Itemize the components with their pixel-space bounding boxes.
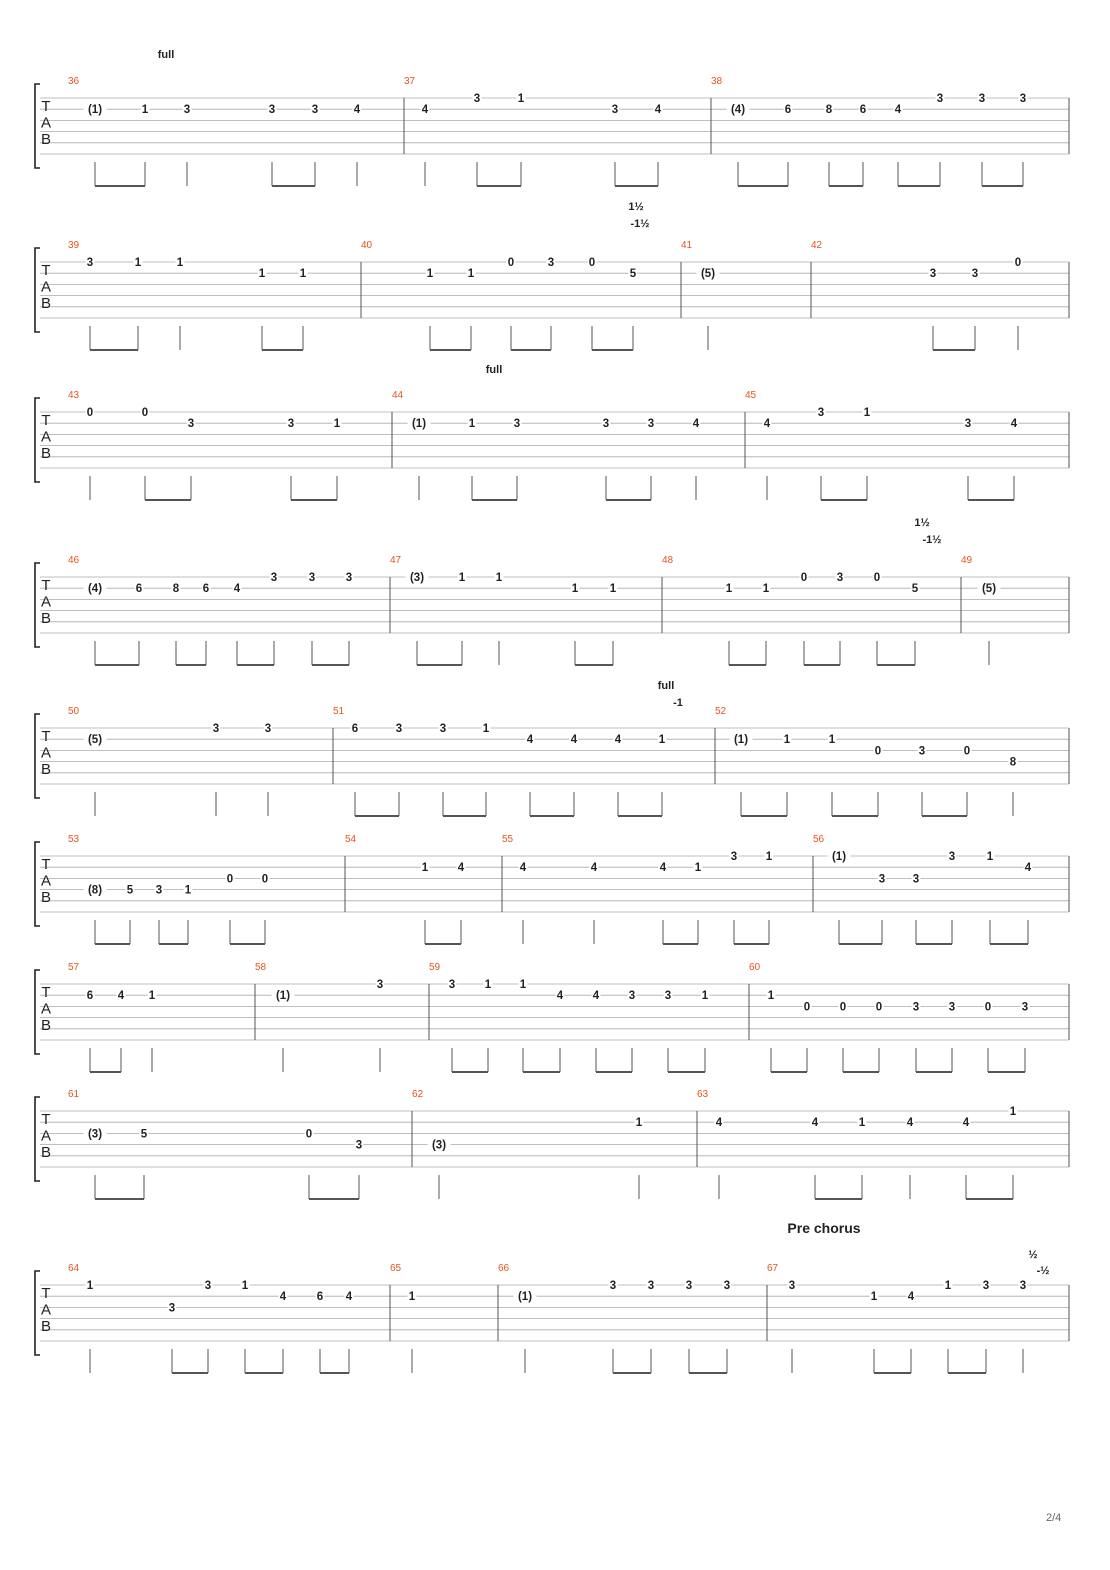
fret-number: 4 xyxy=(592,990,600,1003)
fret-number: 0 xyxy=(873,572,881,584)
fret-number: 3 xyxy=(948,1001,956,1014)
tab-clef-letter: T xyxy=(41,1285,51,1302)
measure-number: 38 xyxy=(711,76,723,87)
fret-number: 5 xyxy=(140,1128,148,1141)
fret-number: 3 xyxy=(723,1280,731,1292)
fret-number: 6 xyxy=(859,104,867,117)
fret-number: 3 xyxy=(647,1280,655,1292)
measure-number: 58 xyxy=(255,962,267,973)
fret-number: 1 xyxy=(725,583,733,596)
fret-number: 5 xyxy=(629,268,637,281)
fret-number: 1 xyxy=(1009,1106,1017,1118)
fret-number: 3 xyxy=(836,572,844,584)
fret-number: 3 xyxy=(602,418,610,431)
fret-number: 3 xyxy=(1019,1280,1027,1292)
fret-number: 3 xyxy=(878,873,886,886)
fret-number: (5) xyxy=(700,268,716,281)
fret-number: 4 xyxy=(715,1117,723,1130)
fret-number: (1) xyxy=(87,104,103,117)
fret-number: 1 xyxy=(333,418,341,431)
tab-clef-letter: B xyxy=(40,445,52,462)
fret-number: 1 xyxy=(609,583,617,596)
fret-number: 3 xyxy=(547,257,555,269)
fret-number: 1 xyxy=(134,257,142,269)
fret-number: 0 xyxy=(800,572,808,584)
tab-clef-letter: B xyxy=(40,295,52,312)
tab-clef-letter: A xyxy=(40,114,52,132)
fret-number: 4 xyxy=(692,418,700,431)
measure-number: 45 xyxy=(745,390,757,401)
fret-number: 3 xyxy=(918,745,926,758)
tab-clef-letter: A xyxy=(40,872,52,890)
fret-number: 4 xyxy=(1010,418,1018,431)
measure-number: 53 xyxy=(68,834,80,845)
fret-number: 3 xyxy=(971,268,979,281)
fret-number: (1) xyxy=(411,418,427,431)
fret-number: 0 xyxy=(874,745,882,758)
bend-annotation: full xyxy=(657,680,675,692)
fret-number: 1 xyxy=(767,990,775,1003)
fret-number: 4 xyxy=(907,1291,915,1304)
fret-number: 4 xyxy=(763,418,771,431)
fret-number: 1 xyxy=(176,257,184,269)
fret-number: 0 xyxy=(803,1001,811,1014)
fret-number: 3 xyxy=(685,1280,693,1292)
fret-number: 1 xyxy=(467,268,475,281)
fret-number: 1 xyxy=(184,884,192,897)
measure-number: 54 xyxy=(345,834,357,845)
fret-number: 3 xyxy=(647,418,655,431)
fret-number: 1 xyxy=(783,734,791,747)
fret-number: 3 xyxy=(1021,1001,1029,1014)
tab-clef-letter: T xyxy=(41,1111,51,1128)
fret-number: 4 xyxy=(519,862,527,875)
fret-number: 4 xyxy=(526,734,534,747)
fret-number: 1 xyxy=(482,723,490,735)
fret-number: 1 xyxy=(421,862,429,875)
fret-number: (5) xyxy=(981,583,997,596)
fret-number: 1 xyxy=(944,1280,952,1292)
fret-number: 4 xyxy=(654,104,662,117)
fret-number: 0 xyxy=(226,873,234,886)
fret-number: 3 xyxy=(609,1280,617,1292)
fret-number: 3 xyxy=(912,873,920,886)
fret-number: 4 xyxy=(894,104,902,117)
fret-number: 3 xyxy=(936,93,944,105)
fret-number: 1 xyxy=(468,418,476,431)
fret-number: 4 xyxy=(117,990,125,1003)
fret-number: 3 xyxy=(311,104,319,117)
fret-number: 4 xyxy=(590,862,598,875)
fret-number: 1 xyxy=(870,1291,878,1304)
measure-number: 66 xyxy=(498,1263,510,1274)
measure-number: 39 xyxy=(68,240,80,251)
fret-number: 0 xyxy=(839,1001,847,1014)
fret-number: (4) xyxy=(730,104,746,117)
fret-number: 3 xyxy=(1019,93,1027,105)
fret-number: 3 xyxy=(448,979,456,991)
fret-number: 3 xyxy=(964,418,972,431)
fret-number: 1 xyxy=(148,990,156,1003)
fret-number: 1 xyxy=(863,407,871,419)
fret-number: 1 xyxy=(986,851,994,863)
tab-clef-letter: B xyxy=(40,610,52,627)
fret-number: 3 xyxy=(982,1280,990,1292)
fret-number: (8) xyxy=(87,884,103,897)
measure-number: 61 xyxy=(68,1089,80,1100)
tab-clef-letter: A xyxy=(40,1127,52,1145)
fret-number: 3 xyxy=(268,104,276,117)
fret-number: 1 xyxy=(858,1117,866,1130)
measure-number: 44 xyxy=(392,390,404,401)
measure-number: 41 xyxy=(681,240,693,251)
fret-number: 4 xyxy=(614,734,622,747)
measure-number: 43 xyxy=(68,390,80,401)
fret-number: 0 xyxy=(86,407,94,419)
tab-clef-letter: B xyxy=(40,1017,52,1034)
fret-number: 4 xyxy=(570,734,578,747)
system-bracket xyxy=(35,970,40,1054)
fret-number: 3 xyxy=(308,572,316,584)
tab-clef-letter: T xyxy=(41,577,51,594)
fret-number: 0 xyxy=(507,257,515,269)
system-bracket xyxy=(35,563,40,647)
fret-number: 6 xyxy=(316,1291,324,1304)
fret-number: 0 xyxy=(984,1001,992,1014)
bend-annotation: -½ xyxy=(1036,1265,1050,1277)
fret-number: 4 xyxy=(659,862,667,875)
measure-number: 47 xyxy=(390,555,402,566)
fret-number: 0 xyxy=(1014,257,1022,269)
tab-clef-letter: T xyxy=(41,412,51,429)
tab-clef-letter: B xyxy=(40,761,52,778)
fret-number: 8 xyxy=(825,104,833,117)
tab-clef-letter: T xyxy=(41,728,51,745)
tab-clef-letter: B xyxy=(40,1144,52,1161)
fret-number: 3 xyxy=(86,257,94,269)
fret-number: 1 xyxy=(828,734,836,747)
bend-annotation: -1½ xyxy=(630,218,650,230)
measure-number: 57 xyxy=(68,962,80,973)
fret-number: (1) xyxy=(733,734,749,747)
fret-number: (3) xyxy=(409,572,425,584)
fret-number: (3) xyxy=(87,1128,103,1141)
fret-number: 1 xyxy=(517,93,525,105)
tab-clef-letter: A xyxy=(40,1000,52,1018)
fret-number: 1 xyxy=(241,1280,249,1292)
fret-number: 1 xyxy=(86,1280,94,1292)
fret-number: 3 xyxy=(168,1302,176,1315)
fret-number: 8 xyxy=(172,583,180,596)
fret-number: (1) xyxy=(517,1291,533,1304)
page-number: 2/4 xyxy=(1046,1512,1062,1524)
measure-number: 51 xyxy=(333,706,345,717)
fret-number: 4 xyxy=(345,1291,353,1304)
fret-number: 6 xyxy=(86,990,94,1003)
bend-annotation: -1 xyxy=(673,697,683,709)
fret-number: 6 xyxy=(784,104,792,117)
system-bracket xyxy=(35,1097,40,1181)
measure-number: 65 xyxy=(390,1263,402,1274)
fret-number: 3 xyxy=(270,572,278,584)
measure-number: 56 xyxy=(813,834,825,845)
tab-clef-letter: T xyxy=(41,856,51,873)
measure-number: 36 xyxy=(68,76,80,87)
fret-number: 3 xyxy=(929,268,937,281)
tab-clef-letter: T xyxy=(41,262,51,279)
fret-number: 5 xyxy=(911,583,919,596)
fret-number: 3 xyxy=(155,884,163,897)
measure-number: 62 xyxy=(412,1089,424,1100)
fret-number: 3 xyxy=(513,418,521,431)
tab-clef-letter: A xyxy=(40,593,52,611)
fret-number: 8 xyxy=(1009,756,1017,769)
fret-number: (1) xyxy=(275,990,291,1003)
bend-annotation: 1½ xyxy=(914,517,930,529)
tab-clef-letter: B xyxy=(40,1318,52,1335)
measure-number: 55 xyxy=(502,834,514,845)
fret-number: 3 xyxy=(204,1280,212,1292)
fret-number: 0 xyxy=(305,1128,313,1141)
tab-clef-letter: A xyxy=(40,1301,52,1319)
measure-number: 67 xyxy=(767,1263,779,1274)
fret-number: (4) xyxy=(87,583,103,596)
fret-number: 3 xyxy=(287,418,295,431)
fret-number: 1 xyxy=(408,1291,416,1304)
tab-clef-letter: T xyxy=(41,984,51,1001)
system-bracket xyxy=(35,842,40,926)
system-bracket xyxy=(35,84,40,168)
fret-number: 4 xyxy=(1024,862,1032,875)
measure-number: 37 xyxy=(404,76,416,87)
measure-number: 64 xyxy=(68,1263,80,1274)
fret-number: 3 xyxy=(439,723,447,735)
fret-number: 1 xyxy=(635,1117,643,1130)
measure-number: 49 xyxy=(961,555,973,566)
fret-number: 1 xyxy=(765,851,773,863)
fret-number: 3 xyxy=(948,851,956,863)
fret-number: 3 xyxy=(187,418,195,431)
fret-number: 6 xyxy=(351,723,359,735)
measure-number: 63 xyxy=(697,1089,709,1100)
bend-annotation: 1½ xyxy=(628,201,644,213)
bend-annotation: -1½ xyxy=(922,534,942,546)
fret-number: 3 xyxy=(183,104,191,117)
fret-number: 0 xyxy=(261,873,269,886)
fret-number: 1 xyxy=(258,268,266,281)
fret-number: 1 xyxy=(694,862,702,875)
fret-number: 1 xyxy=(458,572,466,584)
tab-clef-letter: A xyxy=(40,278,52,296)
fret-number: 3 xyxy=(978,93,986,105)
bend-annotation: full xyxy=(485,364,503,376)
bend-annotation: ½ xyxy=(1028,1249,1038,1261)
fret-number: 1 xyxy=(658,734,666,747)
fret-number: 4 xyxy=(353,104,361,117)
fret-number: 3 xyxy=(264,723,272,735)
fret-number: 1 xyxy=(426,268,434,281)
fret-number: 3 xyxy=(817,407,825,419)
fret-number: 1 xyxy=(519,979,527,991)
fret-number: (5) xyxy=(87,734,103,747)
system-bracket xyxy=(35,248,40,332)
fret-number: 1 xyxy=(141,104,149,117)
fret-number: 4 xyxy=(556,990,564,1003)
fret-number: 3 xyxy=(664,990,672,1003)
fret-number: 4 xyxy=(279,1291,287,1304)
fret-number: 3 xyxy=(345,572,353,584)
measure-number: 50 xyxy=(68,706,80,717)
fret-number: 3 xyxy=(611,104,619,117)
fret-number: 1 xyxy=(571,583,579,596)
fret-number: 4 xyxy=(811,1117,819,1130)
fret-number: 6 xyxy=(202,583,210,596)
section-label: Pre chorus xyxy=(787,1220,861,1236)
fret-number: 0 xyxy=(963,745,971,758)
fret-number: 5 xyxy=(126,884,134,897)
measure-number: 46 xyxy=(68,555,80,566)
tab-clef-letter: T xyxy=(41,98,51,115)
fret-number: 1 xyxy=(299,268,307,281)
fret-number: 1 xyxy=(762,583,770,596)
tab-clef-letter: A xyxy=(40,744,52,762)
fret-number: 3 xyxy=(212,723,220,735)
system-bracket xyxy=(35,714,40,798)
fret-number: 0 xyxy=(588,257,596,269)
measure-number: 42 xyxy=(811,240,823,251)
fret-number: 4 xyxy=(421,104,429,117)
tab-clef-letter: B xyxy=(40,131,52,148)
system-bracket xyxy=(35,1271,40,1355)
fret-number: 3 xyxy=(473,93,481,105)
measure-number: 59 xyxy=(429,962,441,973)
measure-number: 60 xyxy=(749,962,761,973)
fret-number: 1 xyxy=(484,979,492,991)
fret-number: 6 xyxy=(135,583,143,596)
fret-number: 1 xyxy=(701,990,709,1003)
fret-number: 4 xyxy=(962,1117,970,1130)
fret-number: 0 xyxy=(875,1001,883,1014)
fret-number: (1) xyxy=(831,851,847,863)
system-bracket xyxy=(35,398,40,482)
tab-clef-letter: B xyxy=(40,889,52,906)
fret-number: 4 xyxy=(233,583,241,596)
fret-number: 1 xyxy=(495,572,503,584)
fret-number: 0 xyxy=(141,407,149,419)
fret-number: (3) xyxy=(431,1139,447,1152)
measure-number: 40 xyxy=(361,240,373,251)
fret-number: 3 xyxy=(355,1139,363,1152)
fret-number: 3 xyxy=(628,990,636,1003)
fret-number: 3 xyxy=(395,723,403,735)
measure-number: 52 xyxy=(715,706,727,717)
fret-number: 3 xyxy=(730,851,738,863)
fret-number: 3 xyxy=(376,979,384,991)
fret-number: 4 xyxy=(906,1117,914,1130)
tab-clef-letter: A xyxy=(40,428,52,446)
bend-annotation: full xyxy=(157,49,175,61)
fret-number: 4 xyxy=(457,862,465,875)
measure-number: 48 xyxy=(662,555,674,566)
fret-number: 3 xyxy=(788,1280,796,1292)
fret-number: 3 xyxy=(912,1001,920,1014)
